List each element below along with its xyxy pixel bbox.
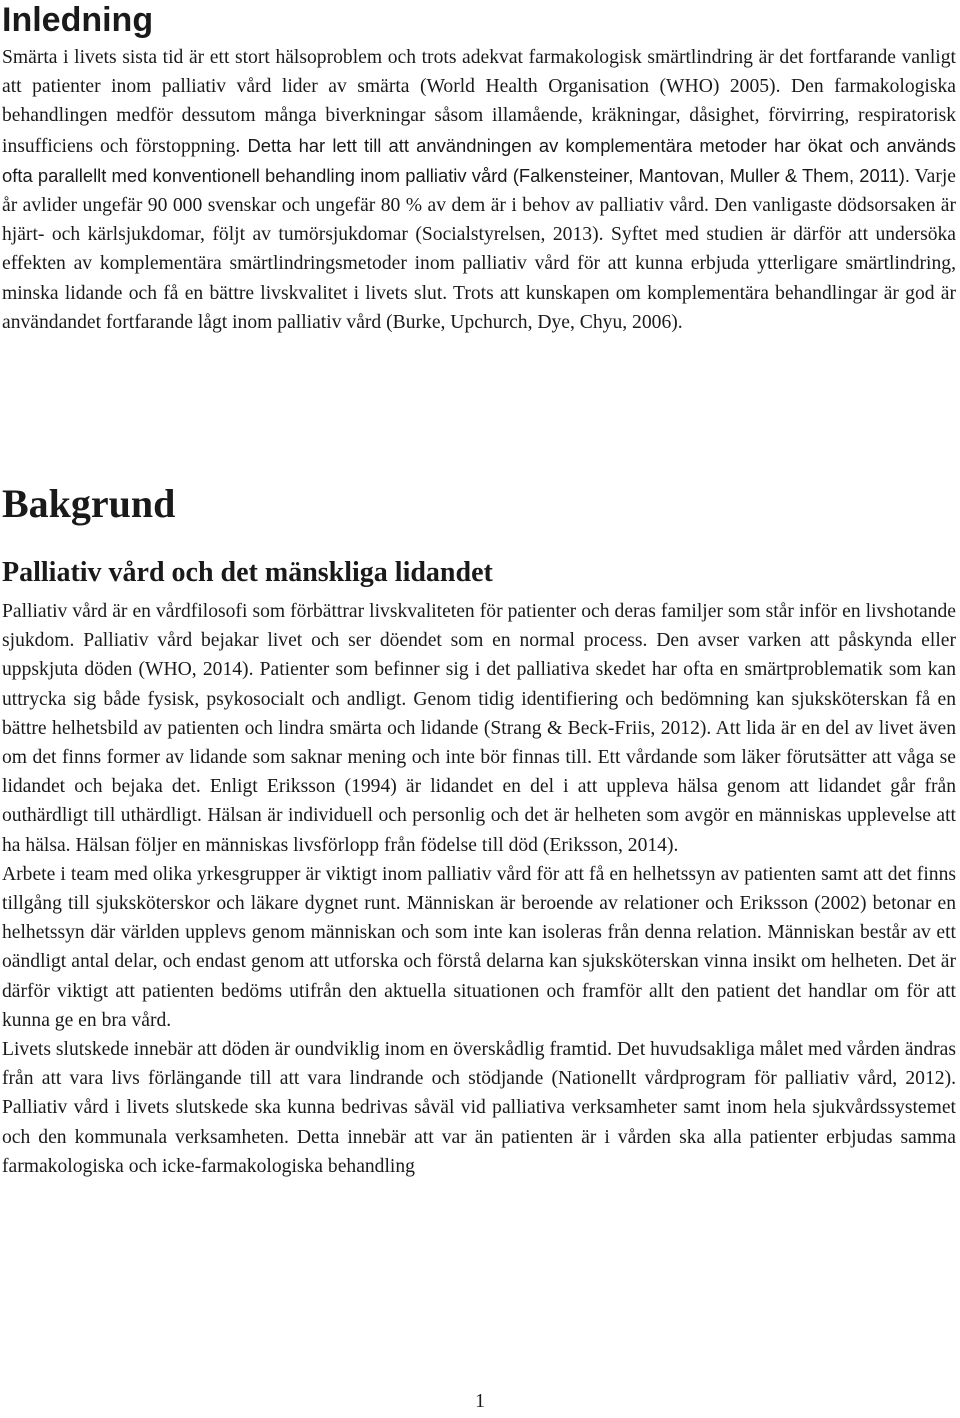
section-heading-bakgrund: Bakgrund	[2, 481, 176, 526]
paragraph-3: Livets slutskede innebär att döden är oundviklig inom en överskådlig framtid. Det huvudsakliga målet med vården ändras från att vara livs förlängande till att vara lindrande och stödjande (Nationellt vårdprogram för palliativ vård, 2012). Palliativ vård i livets slutskede ska kunna bedrivas såväl vid palliativa verksamheter samt inom hela sjukvårdssystemet och den kommunala verksamheten. Detta innebär att var än patienten är i vården ska alla patienter erbjudas samma farmakologiska och icke-farmakologiska behandling	[2, 1039, 956, 1177]
document-page	[0, 0, 960, 337]
subsection-heading: Palliativ vård och det mänskliga lidandet	[2, 557, 493, 588]
page-number: 1	[475, 1391, 485, 1412]
paragraph-1: Palliativ vård är en vårdfilosofi som förbättrar livskvaliteten för patienter och deras familjer som står inför en livshotande sjukdom. Palliativ vård bejakar livet och ser döendet som en normal process. Den avser varken att påskynda eller uppskjuta döden (WHO, 2014). Patienter som befinner sig i det palliativa skedet har ofta en smärtproblematik som kan uttrycka sig både fysisk, psykosocialt och andligt. Genom tidig identifiering och bedömning kan sjuksköterskan få en bättre helhetsbild av patienten och lindra smärta och lidande (Strang & Beck-Friis, 2012). Att lida är en del av livet även om det finns former av lidande som saknar mening och inte bör finnas till. Ett vårdande som läker förutsätter att våga se lidandet och bejaka det. Enligt Eriksson (1994) är lidandet en del i att uppleva hälsa genom att lidandet går från outhärdligt till uthärdligt. Hälsan är individuell och personlig och det är helheten som avgör en människas upplevelse att ha hälsa. Hälsan följer en människas livsförlopp från födelse till död (Eriksson, 2014).	[2, 601, 956, 856]
sentence: Den farmakologiska behandlingen medför dessutom många biverkningar såsom illamående, kräkningar, dåsighet, förvirring, respiratorisk insufficiens och förstoppning.	[2, 76, 956, 157]
sentence: Varje år avlider ungefär 90 000 svenskar och ungefär 80 % av dem är i behov av palliativ vård.	[2, 165, 957, 217]
paragraph-inledning	[2, 43, 956, 337]
sentence: Smärta i livets sista tid är ett stort hälsoproblem och trots adekvat farmakologisk smärtlindring är det fortfarande vanligt att patienter inom palliativ vård lider av smärta (World Health Organisation (WHO) 2005).	[2, 47, 956, 98]
paragraph-2: Arbete i team med olika yrkesgrupper är viktigt inom palliativ vård för att få en helhetssyn av patienten samt att det finns tillgång till sjuksköterskor och läkare dygnet runt. Människan är beroende av relationer och Eriksson (2002) betonar en helhetssyn där världen upplevs genom människan och som inte kan isoleras från denna relation. Människan består av ett oändligt antal delar, och endast genom att utforska och förstå delarna kan sjuksköterskan vinna insikt om helheten. Det är därför viktigt att patienten bedöms utifrån den aktuella situationen och framför allt den patient det handlar om för att kunna ge en bra vård.	[2, 863, 956, 1031]
sentence: Syftet med studien är därför att undersöka effekten av komplementära smärtlindringsmetoder inom palliativ vård för att kunna erbjuda ytterligare smärtlindring, minska lidande och få en bättre livskvalitet i livets slut.	[2, 224, 956, 304]
bakgrund-body	[2, 597, 956, 1181]
sentence: Den vanligaste dödsorsaken är hjärt- och kärlsjukdomar, följt av tumörsjukdomar (Socialstyrelsen, 2013).	[2, 195, 956, 246]
section-heading-inledning: Inledning	[2, 1, 154, 39]
sentence: Detta har lett till att användningen av komplementära metoder har ökat och används ofta parallellt med konventionell behandling inom palliativ vård (Falkensteiner, Mantovan, Muller & Them, 2011).	[2, 134, 957, 186]
sentence: Trots att kunskapen om komplementära behandlingar är god är användandet fortfarande lågt inom palliativ vård (Burke, Upchurch, Dye, Chyu, 2006).	[2, 282, 957, 333]
